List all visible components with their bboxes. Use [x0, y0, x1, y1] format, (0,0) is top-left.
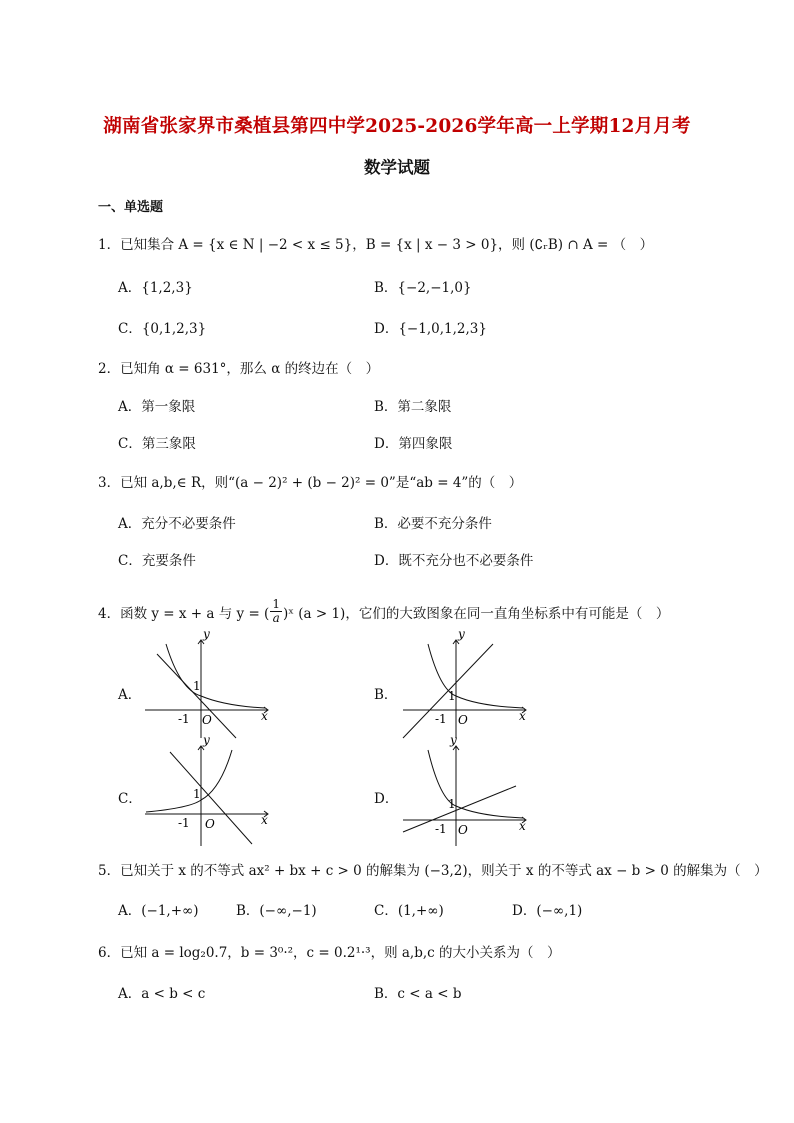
- q4-fraction-denominator: a: [272, 611, 280, 625]
- q4-option-d: D．: [374, 791, 399, 807]
- linear-line: [157, 654, 236, 738]
- section-heading: 一、单选题: [98, 200, 164, 215]
- y-axis-label: y: [450, 733, 457, 747]
- tick-label-neg1: -1: [435, 822, 447, 836]
- q2-option-c: C．第三象限: [118, 436, 196, 452]
- tick-label-1: 1: [193, 679, 201, 693]
- origin-label: O: [458, 713, 468, 727]
- q5-option-d: D．(−∞,1): [512, 903, 583, 919]
- exponential-curve: [428, 750, 523, 818]
- q5-option-b: B．(−∞,−1): [236, 903, 317, 919]
- q1-option-d: D．{−1,0,1,2,3}: [374, 321, 487, 337]
- x-axis-label: x: [261, 709, 268, 723]
- x-axis-label: x: [261, 813, 268, 827]
- q1-option-a: A．{1,2,3}: [118, 280, 193, 296]
- q5-option-c: C．(1,+∞): [374, 903, 444, 919]
- y-axis-label: y: [203, 733, 210, 747]
- q3-option-a: A．充分不必要条件: [118, 516, 236, 532]
- tick-label-1: 1: [448, 797, 456, 811]
- y-axis-label: y: [203, 627, 210, 641]
- question-2: 2．已知角 α = 631°，那么 α 的终边在（ ）: [98, 361, 380, 377]
- q4-fraction: [270, 598, 282, 625]
- q4-graph-a: [140, 627, 275, 744]
- tick-label-neg1: -1: [435, 712, 447, 726]
- origin-label: O: [205, 817, 215, 831]
- x-axis-label: x: [519, 819, 526, 833]
- exponential-curve: [166, 644, 265, 708]
- tick-label-1: 1: [448, 689, 456, 703]
- q2-option-d: D．第四象限: [374, 436, 453, 452]
- q1-option-b: B．{−2,−1,0}: [374, 280, 472, 296]
- q4-graph-c: [140, 733, 275, 850]
- q6-option-a: A．a < b < c: [118, 986, 206, 1002]
- q4-option-c: C．: [118, 791, 142, 807]
- question-1: 1．已知集合 A = {x ∈ N | −2 < x ≤ 5}，B = {x | x − 3 > 0}，则 (∁ᵣB) ∩ A = （ ）: [98, 237, 654, 253]
- q3-option-c: C．充要条件: [118, 553, 196, 569]
- origin-label: O: [458, 823, 468, 837]
- q2-option-b: B．第二象限: [374, 399, 452, 415]
- q4-text-after: )ˣ (a > 1)，它们的大致图象在同一直角坐标系中有可能是（ ）: [282, 605, 670, 622]
- q4-graph-d: [398, 733, 533, 850]
- q1-option-c: C．{0,1,2,3}: [118, 321, 207, 337]
- question-4: [98, 598, 669, 625]
- q5-option-a: A．(−1,+∞): [118, 903, 199, 919]
- q4-text-before: 4．函数 y = x + a 与 y = (: [98, 605, 270, 622]
- exam-title: 湖南省张家界市桑植县第四中学2025-2026学年高一上学期12月月考: [103, 116, 691, 137]
- exponential-curve: [146, 750, 232, 812]
- q3-option-d: D．既不充分也不必要条件: [374, 553, 534, 569]
- q6-option-b: B．c < a < b: [374, 986, 462, 1002]
- question-5: 5．已知关于 x 的不等式 ax² + bx + c > 0 的解集为 (−3,2)，则关于 x 的不等式 ax − b > 0 的解集为（ ）: [98, 863, 768, 879]
- q2-option-a: A．第一象限: [118, 399, 196, 415]
- x-axis-label: x: [519, 709, 526, 723]
- origin-label: O: [202, 713, 212, 727]
- q4-option-a: A．: [118, 687, 142, 703]
- question-6: 6．已知 a = log₂0.7，b = 3⁰·²，c = 0.2¹·³，则 a,b,c 的大小关系为（ ）: [98, 945, 561, 961]
- tick-label-neg1: -1: [178, 712, 190, 726]
- exponential-curve: [428, 644, 523, 708]
- tick-label-1: 1: [193, 787, 201, 801]
- q3-option-b: B．必要不充分条件: [374, 516, 492, 532]
- exam-subtitle: 数学试题: [364, 158, 430, 177]
- tick-label-neg1: -1: [178, 816, 190, 830]
- q4-graph-b: [398, 627, 533, 744]
- y-axis-label: y: [458, 627, 465, 641]
- q4-option-b: B．: [374, 687, 398, 703]
- question-3: 3．已知 a,b,∈ R，则“(a − 2)² + (b − 2)² = 0”是“ab = 4”的（ ）: [98, 475, 523, 491]
- q4-fraction-numerator: 1: [272, 597, 280, 611]
